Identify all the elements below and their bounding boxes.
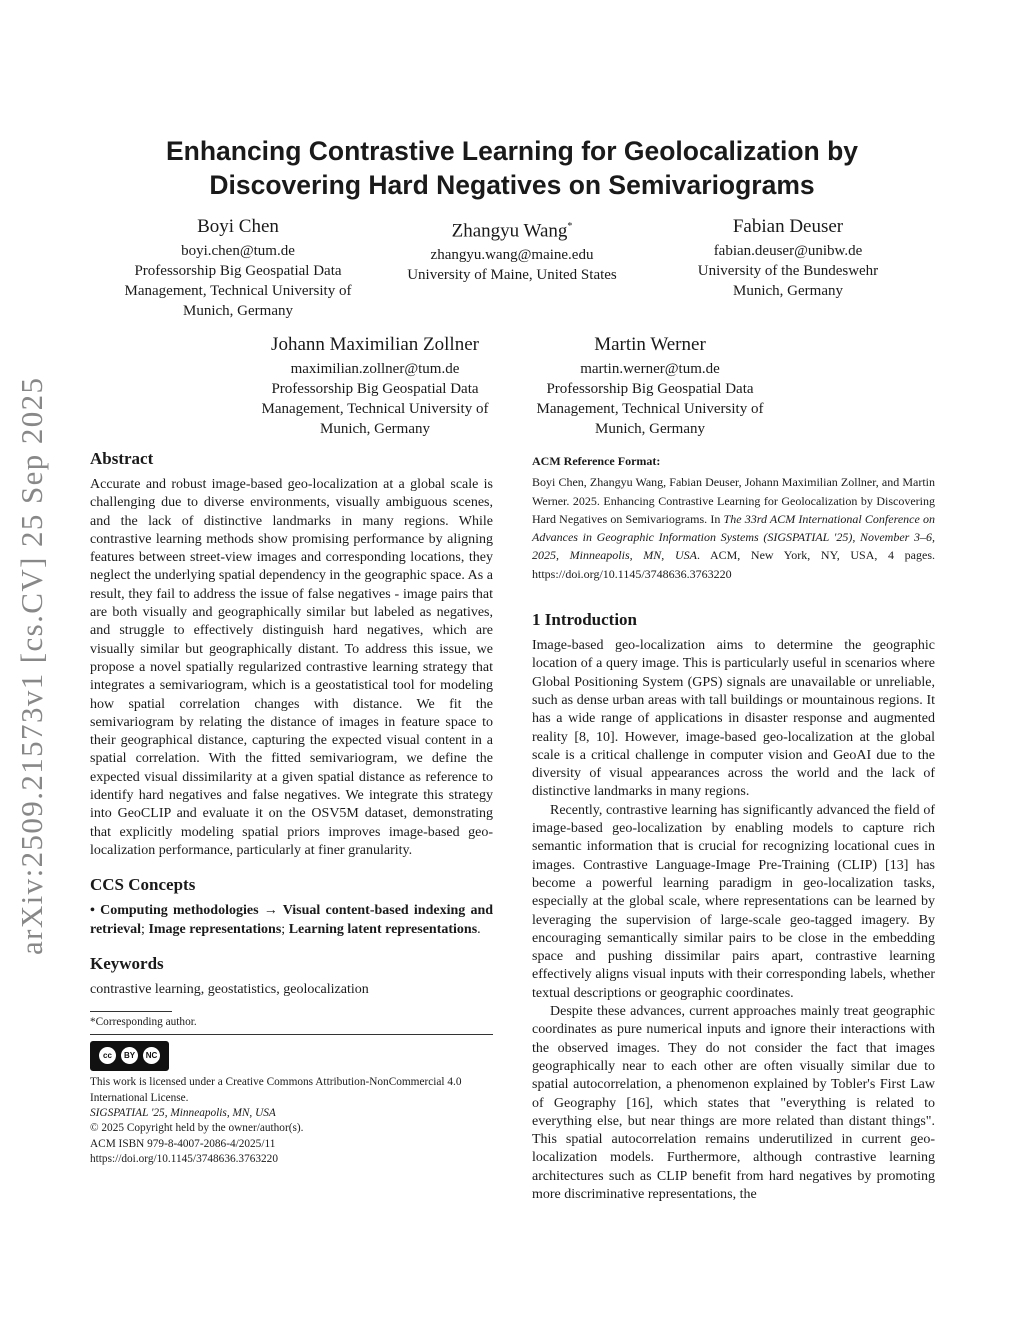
copyright-line: © 2025 Copyright held by the owner/author(s). bbox=[90, 1122, 304, 1135]
license-rule bbox=[90, 1034, 493, 1041]
by-icon: BY bbox=[120, 1046, 139, 1065]
keywords-text: contrastive learning, geostatistics, geolocalization bbox=[90, 981, 369, 997]
keywords-heading: Keywords bbox=[90, 953, 164, 973]
author-affiliation: Management, Technical University of bbox=[536, 401, 764, 417]
abstract-heading: Abstract bbox=[90, 449, 154, 468]
doi-link[interactable]: https://doi.org/10.1145/3748636.3763220 bbox=[90, 1152, 278, 1165]
author-name: Johann Maximilian Zollner bbox=[271, 334, 479, 355]
author-affiliation: Professorship Big Geospatial Data bbox=[546, 381, 754, 397]
author-affiliation: Munich, Germany bbox=[733, 283, 843, 299]
author-name: Boyi Chen bbox=[197, 216, 279, 237]
ccs-bullet: • bbox=[90, 903, 95, 919]
author-block-3 bbox=[650, 215, 926, 301]
acm-reference-venue: The 33rd ACM International Conference on Advances in Geographic Information Systems (SIGSPATIAL '25), November 3–6, 2025, Minneapolis, MN, USA bbox=[532, 511, 935, 563]
right-column bbox=[532, 452, 935, 1204]
intro-paragraph-2: Recently, contrastive learning has significantly advanced the field of image-based geo-localization by enabling models to capture rich semantic information that is crucial for recognizing locational cues in images. Contrastive Language-Image Pre-Training (CLIP) [13] has become a powerful learning paradigm in geo-localization tasks, especially at the global scale, where representations can be learned by leveraging the supervision of large-scale geo-tagged imagery. By encouraging semantically similar pairs to be close in the embedding space and pushing dissimilar pairs apart, contrastive learning effectively aligns visual inputs with their corresponding labels, whether textual descriptions or geographic coordinates. bbox=[532, 802, 935, 1001]
author-email: martin.werner@tum.de bbox=[580, 361, 720, 377]
author-email: boyi.chen@tum.de bbox=[181, 243, 295, 259]
author-affiliation: Munich, Germany bbox=[320, 421, 430, 437]
author-email: maximilian.zollner@tum.de bbox=[290, 361, 460, 377]
footnote: *Corresponding author. bbox=[90, 1016, 197, 1029]
author-name: Fabian Deuser bbox=[732, 216, 844, 237]
isbn-line: ACM ISBN 979-8-4007-2086-4/2025/11 bbox=[90, 1137, 276, 1150]
ccs-term: Image representations bbox=[148, 921, 282, 937]
acm-reference-text: Boyi Chen, Zhangyu Wang, Fabian Deuser, Johann Maximilian Zollner, and Martin Werner. 2025. Enhancing Contrastive Learning for Geolocalization by Discovering Hard Negatives on Semivariograms. In The 33rd ACM International Conference on Advances in Geographic Information Systems (SIGSPATIAL '25), November 3–6, 2025, Minneapolis, MN, USA. ACM, New York, NY, USA, 4 pages. https://doi.org/10.1145/3748636.3763220 bbox=[532, 475, 935, 581]
ccs-concepts: • Computing methodologies → Visual content-based indexing and retrieval; Image representations; Learning latent representations. bbox=[90, 903, 494, 937]
author-affiliation: Professorship Big Geospatial Data bbox=[271, 381, 479, 397]
ccs-term: Visual content-based indexing and retrieval bbox=[90, 903, 494, 937]
author-email: zhangyu.wang@maine.edu bbox=[430, 247, 594, 264]
abstract-text: Accurate and robust image-based geo-localization at a global scale is challenging due to diverse environments, visually ambiguous scenes, and the lack of distinctive landmarks in many regions. While contrastive learning methods show promising performance by aligning features between street-view images and corresponding locations, they neglect the underlying spatial dependency in the geographic space. As a result, they fail to address the issue of false negatives - image pairs that are both visually and geographically similar but labeled as negatives, and struggle to effectively distinguish hard negatives, which are visually similar but geographically distant. To address this issue, we propose a novel spatially regularized contrastive learning strategy that integrates a semivariogram, which is a geostatistical tool for modeling how spatial correlation changes with distance. We fit the semivariogram by relating the distance of images in feature space to their geographical distance, capturing the expected visual content in a spatial correlation. With the fitted semivariogram, we define the expected visual dissimilarity at a given spatial distance as reference to identify hard negatives and false negatives. We integrate this strategy into GeoCLIP and evaluate it on the OSV5M dataset, demonstrating that explicitly modeling spatial priors improves image-based geo-localization performance, particularly at finer granularity. bbox=[90, 477, 493, 858]
ccs-heading: CCS Concepts bbox=[90, 875, 196, 895]
conference-line: SIGSPATIAL '25, Minneapolis, MN, USA bbox=[90, 1107, 276, 1120]
introduction-heading: 1 Introduction bbox=[532, 610, 638, 630]
ccs-term: Learning latent representations bbox=[288, 921, 478, 937]
author-affiliation: Professorship Big Geospatial Data bbox=[134, 263, 342, 279]
author-affiliation: University of the Bundeswehr bbox=[697, 263, 879, 279]
license-text: This work is licensed under a Creative Commons Attribution-NonCommercial 4.0 International License. bbox=[90, 1076, 462, 1104]
author-affiliation: Munich, Germany bbox=[183, 303, 293, 319]
nc-icon: NC bbox=[142, 1046, 161, 1065]
title-line-1: Enhancing Contrastive Learning for Geolocalization by bbox=[165, 136, 859, 166]
intro-paragraph-1: Image-based geo-localization aims to determine the geographic location of a query image. This is particularly useful in scenarios where Global Positioning System (GPS) signals are unavailable or unreliable, such as dense urban areas with tall buildings or mountainous regions. It has a wide range of applications in disaster response and augmented reality [8, 10]. However, image-based geo-localization at the global scale is a critical challenge in computer vision and GeoAI due to the diversity of visual appearances across the world and the lack of distinctive landmarks in many regions. bbox=[532, 638, 935, 800]
author-name: Martin Werner bbox=[594, 334, 706, 355]
title-line-2: Discovering Hard Negatives on Semivariograms bbox=[209, 170, 815, 200]
author-block-5 bbox=[505, 333, 795, 439]
author-block-2 bbox=[372, 215, 652, 285]
corresponding-mark: * bbox=[567, 221, 573, 232]
creative-commons-badge bbox=[90, 1041, 169, 1071]
left-column bbox=[90, 448, 493, 1167]
author-affiliation: Management, Technical University of bbox=[261, 401, 489, 417]
arrow-icon: → bbox=[263, 903, 278, 919]
author-name: Zhangyu Wang* bbox=[451, 220, 573, 242]
author-email: fabian.deuser@unibw.de bbox=[713, 243, 863, 259]
author-affiliation: Management, Technical University of bbox=[124, 283, 352, 299]
arxiv-identifier: arXiv:2509.21573v1 [cs.CV] 25 Sep 2025 bbox=[14, 376, 49, 955]
intro-paragraph-3: Despite these advances, current approaches mainly treat geographic coordinates as pure numerical inputs and ignore their interactions with the observed images. They do not consider the fact that images geographically near to each other are often visually similar due to spatial autocorrelation, a phenomenon explained by Tobler's First Law of Geography [16], which states that "everything is related to everything else, but near things are more related than distant things". This spatial autocorrelation remains underutilized in current geo-localization models. Furthermore, although contrastive learning architectures such as CLIP benefit from hard negatives by promoting more discriminative representations, the bbox=[532, 1004, 935, 1202]
author-block-4 bbox=[230, 333, 520, 439]
author-affiliation: University of Maine, United States bbox=[407, 267, 617, 284]
cc-icon: cc bbox=[98, 1046, 117, 1065]
author-affiliation: Munich, Germany bbox=[595, 421, 705, 437]
author-block-1 bbox=[92, 215, 384, 321]
paper-title bbox=[60, 134, 964, 202]
ccs-term: Computing methodologies bbox=[100, 903, 259, 919]
acm-reference-heading: ACM Reference Format: bbox=[532, 454, 661, 468]
